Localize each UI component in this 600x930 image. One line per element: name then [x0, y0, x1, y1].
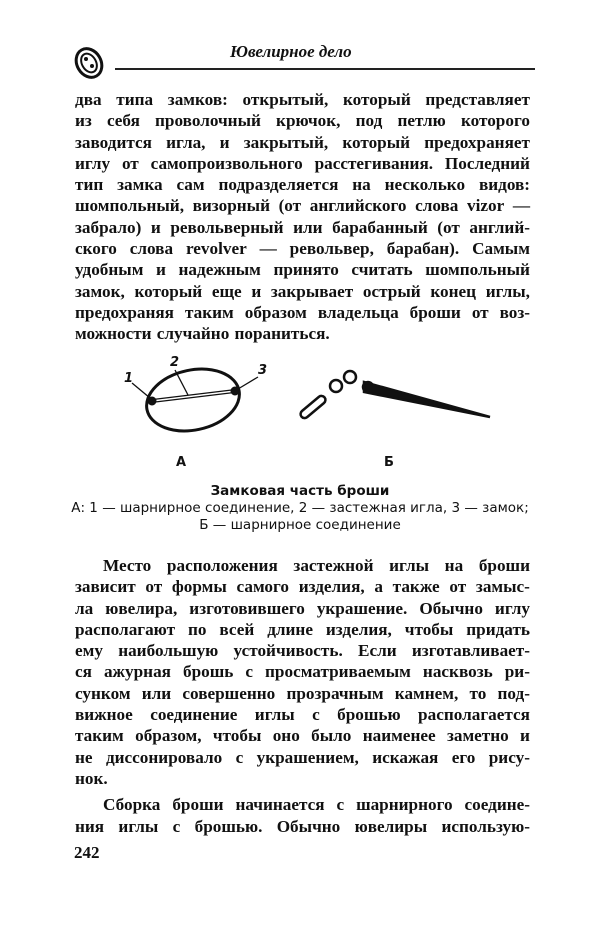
text-line: ему наибольшую устойчивость. Если изготавливает-	[75, 641, 530, 661]
text-line: ла ювелира, изготовившего украшение. Обычно иглу	[75, 598, 530, 618]
text-line: ского слова revolver — револьвер, барабан). Самым	[75, 239, 530, 259]
caption-line: А: 1 — шарнирное соединение, 2 — застежная игла, 3 — замок;	[71, 500, 529, 516]
text-line: из себя проволочный крючок, под петлю которого	[75, 111, 530, 131]
text-line: вижное соединение иглы с брошью располагается	[75, 705, 530, 725]
text-line: Место расположения застежной иглы на броши	[103, 556, 530, 575]
text-line: не диссонировало с украшением, искажая его рису-	[75, 747, 530, 767]
text-line: иглу от самопроизвольного расстегивания. Последний	[75, 153, 530, 173]
paragraph-2	[75, 555, 530, 837]
text-line: нок.	[75, 768, 108, 788]
brooch-clasp-figure	[110, 355, 510, 450]
text-line: забрало) и револьверный или барабанный (от англий-	[75, 217, 530, 237]
paragraph-3	[75, 794, 530, 837]
ring-icon	[72, 46, 106, 80]
text-line: два типа замков: открытый, который представляет	[75, 90, 530, 109]
callout-2: 2	[170, 355, 180, 370]
figure-caption	[60, 483, 540, 534]
figure-a-drawing	[132, 361, 258, 439]
caption-line: Б — шарнирное соединение	[199, 517, 401, 533]
text-line: Сборка броши начинается с шарнирного соедине-	[103, 795, 530, 815]
text-line: зависит от формы самого изделия, а также от замыс-	[75, 577, 530, 597]
running-header-title: Ювелирное дело	[230, 42, 352, 61]
text-line: заводится игла, и закрытый, который предохраняет	[75, 132, 530, 152]
figure-label-b: Б	[384, 455, 394, 470]
text-line: сунком или совершенно прозрачным камнем, то под-	[75, 683, 530, 703]
text-line: ния иглы с брошью. Обычно ювелиры использую-	[75, 816, 530, 836]
text-line: ся ажурная брошь с просматриваемым насквозь ри-	[75, 662, 530, 682]
callout-3: 3	[258, 363, 268, 378]
figure-b-drawing	[299, 371, 490, 420]
caption-title: Замковая часть броши	[210, 483, 390, 499]
text-line: шомпольный, визорный (от английского слова vizor —	[75, 196, 530, 216]
text-line: таким образом, чтобы оно было наименее заметно и	[75, 726, 530, 746]
paragraph-1	[75, 89, 530, 345]
text-line: располагают по всей длине изделия, чтобы придать	[75, 619, 530, 639]
text-line: можности случайно пораниться.	[75, 324, 330, 344]
page-number: 242	[74, 843, 100, 862]
text-line: предохраняя таким образом владельца броши от воз-	[75, 302, 530, 322]
callout-1: 1	[124, 371, 134, 386]
figure-label-a: А	[176, 455, 187, 470]
text-line: тип замка сам подразделяется на несколько видов:	[75, 175, 530, 195]
header-divider	[115, 68, 535, 70]
text-line: удобным и надежным принято считать шомпольный	[75, 260, 530, 280]
text-line: замок, который еще и закрывает острый конец иглы,	[75, 281, 530, 301]
